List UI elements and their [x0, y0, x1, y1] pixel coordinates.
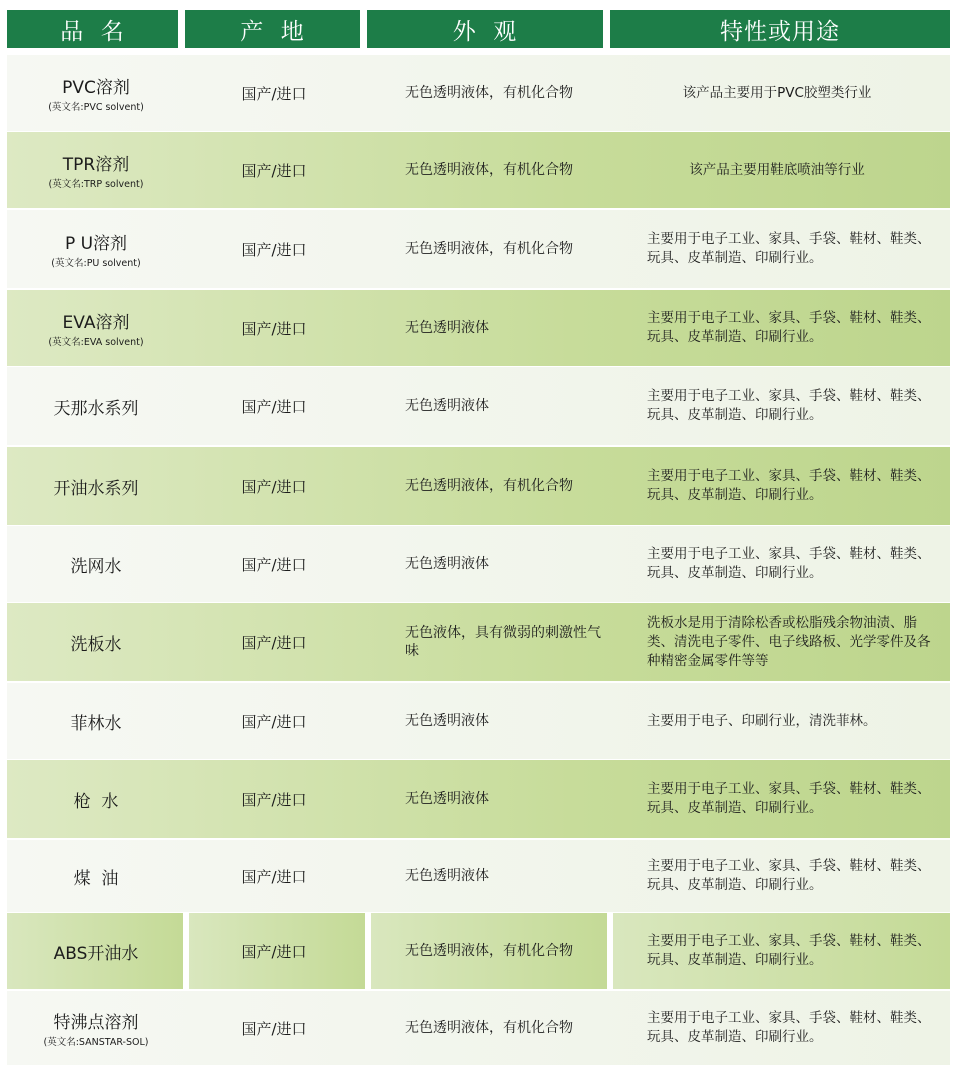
appearance-cell: 无色透明液体: [405, 791, 489, 807]
product-name: PVC溶剂: [62, 78, 130, 98]
appearance-cell: 无色透明液体，有机化合物: [405, 943, 573, 959]
header-usage: 特性或用途: [610, 10, 950, 48]
origin-cell: 国产/进口: [241, 790, 307, 809]
usage-cell: 主要用于电子工业、家具、手袋、鞋材、鞋类、玩具、皮革制造、印刷行业。: [647, 858, 931, 893]
origin-cell: 国产/进口: [241, 319, 307, 338]
header-appearance: 外 观: [367, 10, 603, 48]
table-row: [7, 603, 950, 681]
table-header: [0, 10, 960, 48]
product-english-name: (英文名:PU solvent): [51, 258, 141, 269]
appearance-cell: 无色透明液体，有机化合物: [405, 478, 573, 494]
product-name: 菲林水: [70, 713, 122, 734]
product-name-cell: [7, 132, 185, 208]
header-origin: 产 地: [185, 10, 360, 48]
product-name-cell: [7, 991, 185, 1065]
appearance-cell: 无色透明液体: [405, 868, 489, 884]
appearance-cell: 无色透明液体，有机化合物: [405, 241, 573, 257]
product-english-name: (英文名:TRP solvent): [48, 179, 144, 190]
usage-cell: 主要用于电子工业、家具、手袋、鞋材、鞋类、玩具、皮革制造、印刷行业。: [647, 231, 931, 266]
product-name-cell: [7, 760, 185, 838]
product-name-cell: [7, 290, 185, 366]
origin-cell: 国产/进口: [241, 477, 307, 496]
header-product-name: 品 名: [7, 10, 178, 48]
table-row: [7, 760, 950, 838]
origin-cell: 国产/进口: [241, 161, 307, 180]
product-name-cell: [7, 683, 185, 759]
product-name: TPR溶剂: [62, 155, 130, 175]
appearance-cell: 无色透明液体: [405, 713, 489, 729]
product-name: 洗板水: [70, 634, 122, 655]
product-name: 特沸点溶剂: [53, 1013, 139, 1033]
origin-cell: 国产/进口: [241, 633, 307, 652]
usage-cell: 主要用于电子工业、家具、手袋、鞋材、鞋类、玩具、皮革制造、印刷行业。: [647, 310, 931, 345]
table-row: [7, 290, 950, 366]
appearance-cell: 无色透明液体，有机化合物: [405, 85, 573, 101]
origin-cell: 国产/进口: [241, 555, 307, 574]
product-english-name: (英文名:EVA solvent): [48, 337, 144, 348]
product-name-cell: [7, 840, 185, 912]
usage-cell: 洗板水是用于清除松香或松脂残余物油渍、脂类、清洗电子零件、电子线路板、光学零件及各种精密金属零件等等: [647, 614, 931, 669]
appearance-cell: 无色透明液体: [405, 320, 489, 336]
origin-cell: 国产/进口: [241, 942, 307, 961]
origin-cell: 国产/进口: [241, 712, 307, 731]
origin-cell: 国产/进口: [241, 867, 307, 886]
product-name-cell: [7, 55, 185, 131]
product-name: 煤 油: [73, 868, 119, 889]
usage-cell: 主要用于电子工业、家具、手袋、鞋材、鞋类、玩具、皮革制造、印刷行业。: [647, 1010, 931, 1045]
appearance-cell: 无色液体，具有微弱的刺激性气味: [405, 625, 601, 659]
usage-cell: 该产品主要用鞋底喷油等行业: [689, 161, 865, 178]
product-name: 洗网水: [70, 556, 122, 577]
product-english-name: (英文名:PVC solvent): [48, 102, 144, 113]
product-name-cell: [7, 447, 185, 525]
table-row: [7, 913, 950, 989]
product-name-cell: [7, 913, 185, 989]
table-row: [7, 991, 950, 1065]
origin-cell: 国产/进口: [241, 84, 307, 103]
product-name-cell: [7, 603, 185, 681]
origin-cell: 国产/进口: [241, 1019, 307, 1038]
product-name: EVA溶剂: [62, 313, 130, 333]
product-name-cell: [7, 367, 185, 445]
table-row: [7, 840, 950, 912]
appearance-cell: 无色透明液体，有机化合物: [405, 1020, 573, 1036]
usage-cell: 主要用于电子工业、家具、手袋、鞋材、鞋类、玩具、皮革制造、印刷行业。: [647, 468, 931, 503]
table-row: [7, 447, 950, 525]
appearance-cell: 无色透明液体，有机化合物: [405, 162, 573, 178]
usage-cell: 主要用于电子工业、家具、手袋、鞋材、鞋类、玩具、皮革制造、印刷行业。: [647, 781, 931, 816]
usage-cell: 该产品主要用于PVC胶塑类行业: [682, 84, 872, 101]
appearance-cell: 无色透明液体: [405, 398, 489, 414]
origin-cell: 国产/进口: [241, 240, 307, 259]
usage-cell: 主要用于电子、印刷行业，清洗菲林。: [647, 712, 877, 729]
appearance-cell: 无色透明液体: [405, 556, 489, 572]
product-english-name: (英文名:SANSTAR-SOL): [43, 1037, 149, 1048]
product-name: 枪 水: [73, 791, 119, 812]
usage-cell: 主要用于电子工业、家具、手袋、鞋材、鞋类、玩具、皮革制造、印刷行业。: [647, 933, 931, 968]
table-row: [7, 367, 950, 445]
product-name: 开油水系列: [53, 478, 139, 499]
table-row: [7, 683, 950, 759]
product-name: 天那水系列: [53, 398, 139, 419]
product-name: P U溶剂: [64, 234, 128, 254]
usage-cell: 主要用于电子工业、家具、手袋、鞋材、鞋类、玩具、皮革制造、印刷行业。: [647, 388, 931, 423]
product-name-cell: [7, 210, 185, 288]
table-row: [7, 55, 950, 131]
origin-cell: 国产/进口: [241, 397, 307, 416]
table-row: [7, 210, 950, 288]
table-row: [7, 132, 950, 208]
usage-cell: 主要用于电子工业、家具、手袋、鞋材、鞋类、玩具、皮革制造、印刷行业。: [647, 546, 931, 581]
table-row: [7, 526, 950, 602]
product-name: ABS开油水: [53, 943, 139, 964]
product-name-cell: [7, 526, 185, 602]
